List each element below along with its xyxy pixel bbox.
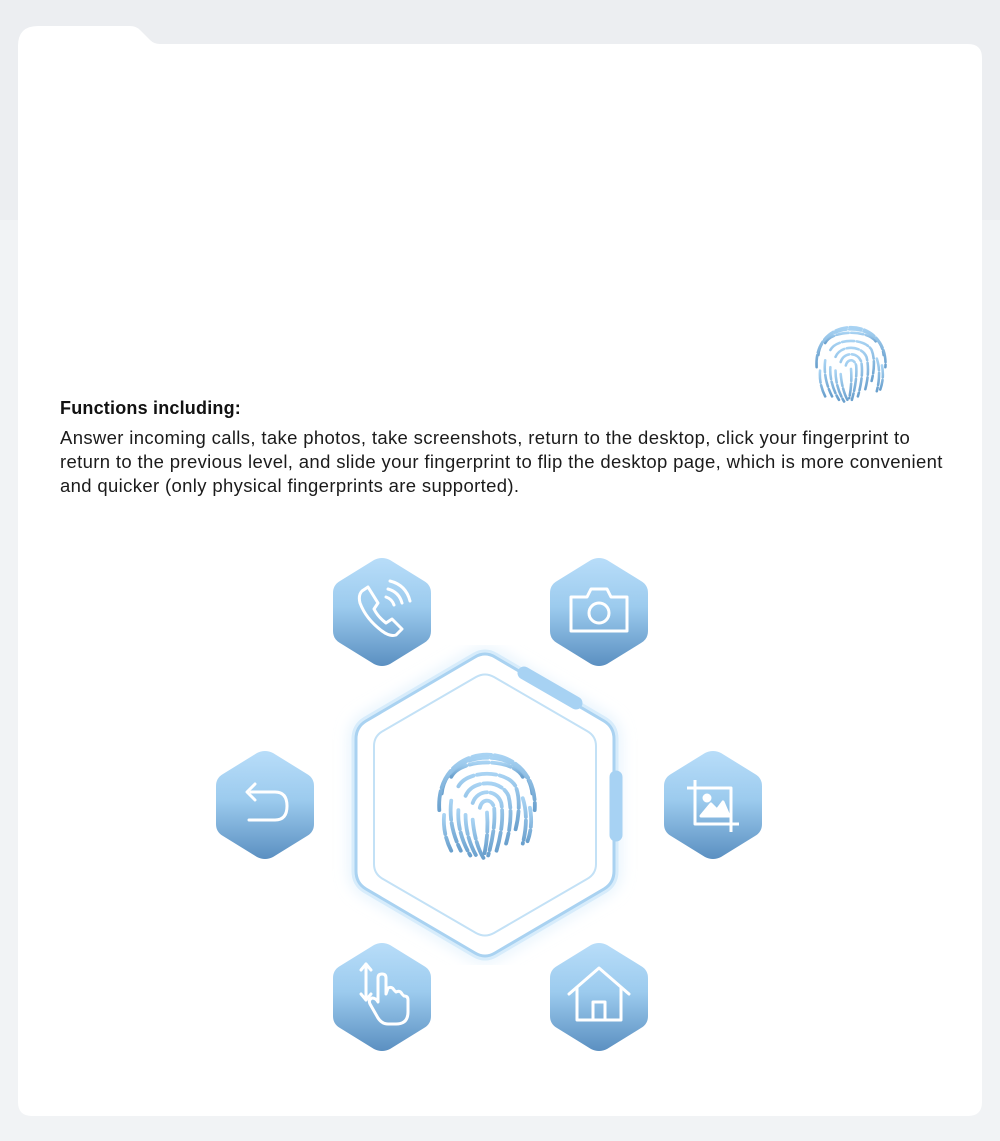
section-title: Functions including: [60,398,241,418]
take-screenshot-button[interactable] [663,750,763,860]
section-description: Answer incoming calls, take photos, take screenshots, return to the desktop, click your fingerprint to return to the previous level, and slide your fingerprint to flip the desktop page, which is more convenient and quicker (only physical fingerprints are supported). [60,427,943,496]
fingerprint-icon [808,316,894,408]
slide-flip-page-button[interactable] [332,942,432,1052]
return-desktop-button[interactable] [549,942,649,1052]
functions-diagram [200,545,780,1065]
return-previous-button[interactable] [215,750,315,860]
take-photo-button[interactable] [549,557,649,667]
screenshot-icon [687,780,739,832]
answer-call-button[interactable] [332,557,432,667]
fingerprint-icon [425,741,549,865]
